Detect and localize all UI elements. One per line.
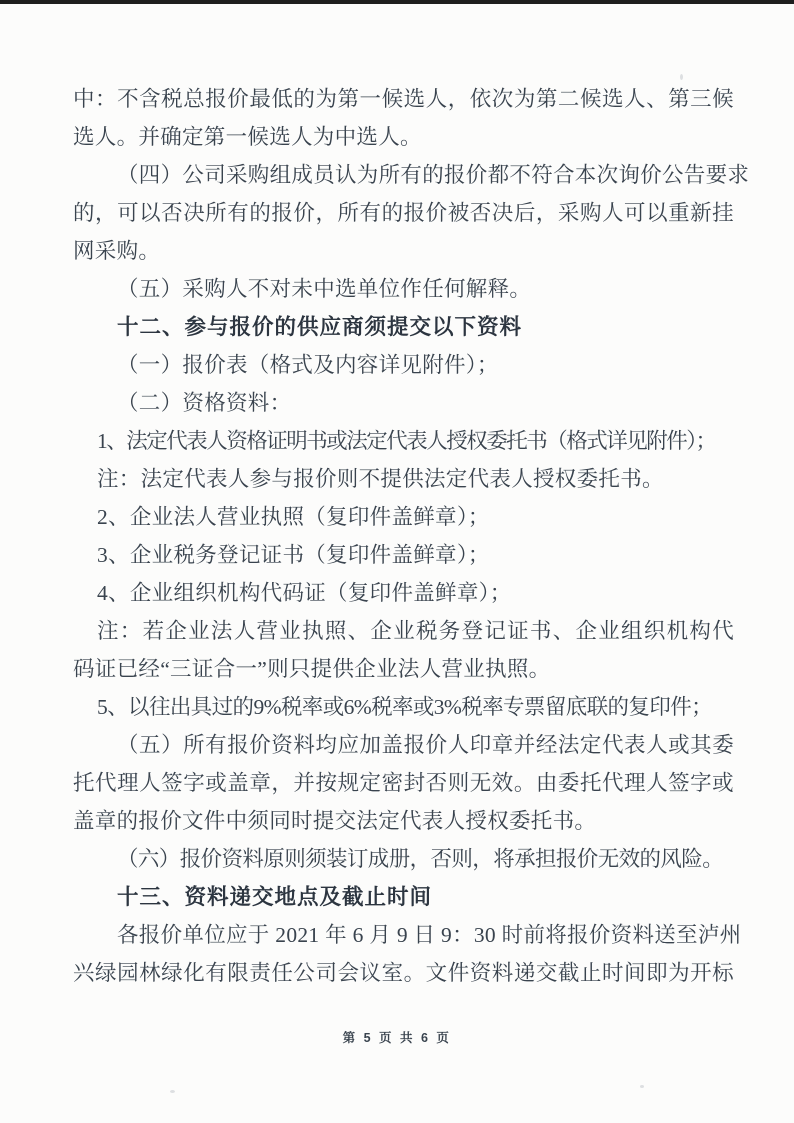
scan-edge-artifact (0, 0, 794, 4)
document-line: 注：若企业法人营业执照、企业税务登记证书、企业组织机构代 (97, 619, 734, 643)
document-line: 3、企业税务登记证书（复印件盖鲜章）； (97, 543, 490, 567)
document-line: 网采购。 (73, 239, 161, 263)
document-line: 注：法定代表人参与报价则不提供法定代表人授权委托书。 (97, 467, 664, 491)
document-body (73, 80, 750, 992)
document-line: （五）采购人不对未中选单位作任何解释。 (117, 277, 532, 301)
document-line: 兴绿园林绿化有限责任公司会议室。文件资料递交截止时间即为开标 (73, 961, 734, 985)
document-line: 选人。并确定第一候选人为中选人。 (73, 125, 422, 149)
document-line: （五）所有报价资料均应加盖报价人印章并经法定代表人或其委 (117, 733, 734, 757)
document-line: 5、以往出具过的9%税率或6%税率或3%税率专票留底联的复印件； (97, 695, 713, 719)
scan-speck (680, 74, 683, 80)
document-line: 中：不含税总报价最低的为第一候选人，依次为第二候选人、第三候 (73, 87, 734, 111)
section-heading: 十三、资料递交地点及截止时间 (117, 885, 433, 909)
document-line: （一）报价表（格式及内容详见附件）； (117, 353, 499, 377)
document-line: 2、企业法人营业执照（复印件盖鲜章）； (97, 505, 490, 529)
document-line: 4、企业组织机构代码证（复印件盖鲜章）； (97, 581, 512, 605)
page-number-text: 第 5 页 共 6 页 (342, 1031, 452, 1045)
section-heading: 十二、参与报价的供应商须提交以下资料 (117, 315, 523, 339)
document-line: 1、法定代表人资格证明书或法定代表人授权委托书（格式详见附件）； (97, 429, 716, 453)
document-line: （六）报价资料原则须装订成册，否则，将承担报价无效的风险。 (117, 847, 724, 871)
document-line: （二）资格资料： (117, 391, 292, 415)
document-line: （四）公司采购组成员认为所有的报价都不符合本次询价公告要求 (117, 163, 750, 187)
document-line: 码证已经“三证合一”则只提供企业法人营业执照。 (73, 657, 551, 681)
scan-speck (170, 1090, 175, 1093)
document-line: 各报价单位应于 2021 年 6 月 9 日 9：30 时前将报价资料送至泸州 (117, 923, 742, 947)
scan-speck (640, 1085, 644, 1088)
document-line: 的，可以否决所有的报价，所有的报价被否决后，采购人可以重新挂 (73, 201, 734, 225)
document-line: 托代理人签字或盖章，并按规定密封否则无效。由委托代理人签字或 (73, 771, 734, 795)
document-line: 盖章的报价文件中须同时提交法定代表人授权委托书。 (73, 809, 597, 833)
page-footer (0, 1028, 794, 1046)
